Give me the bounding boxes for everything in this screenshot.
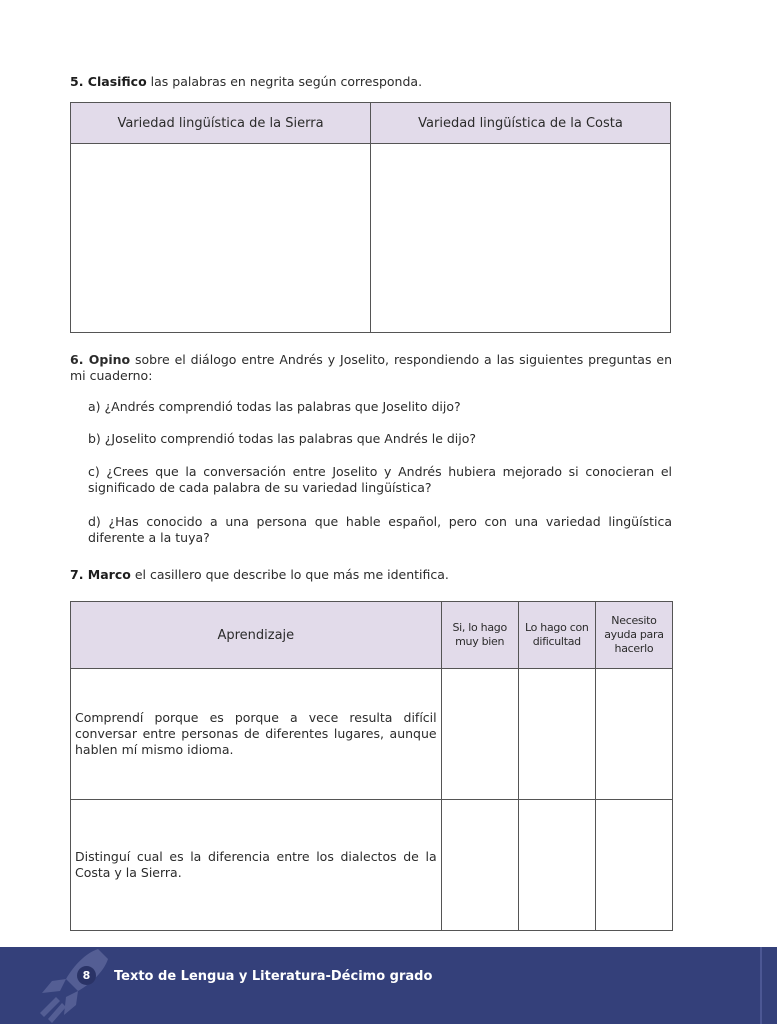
- question-7-title: [70, 566, 449, 583]
- page-footer: [0, 947, 777, 1024]
- lo-hago-con-dificultad-header: Lo hago con dificultad: [518, 602, 595, 669]
- costa-answer-cell[interactable]: [371, 144, 671, 333]
- sierra-column-header: Variedad lingüística de la Sierra: [71, 103, 371, 144]
- question-6-item-a: a) ¿Andrés comprendió todas las palabras que Joselito dijo?: [88, 399, 461, 414]
- question-5-number: 5. Clasifico: [70, 74, 147, 89]
- question-6-title: [70, 352, 672, 384]
- check-cell[interactable]: [518, 669, 595, 800]
- check-cell[interactable]: [441, 800, 518, 931]
- page-number-badge: 8: [77, 966, 96, 985]
- question-6-text: sobre el diálogo entre Andrés y Joselito, respondiendo a las siguientes preguntas en mi cuaderno:: [70, 352, 672, 383]
- question-6-item-b: b) ¿Joselito comprendió todas las palabras que Andrés le dijo?: [88, 431, 477, 446]
- lo-hago-muy-bien-header: Si, lo hago muy bien: [441, 602, 518, 669]
- table-row: [71, 669, 673, 800]
- question-6-item-c: c) ¿Crees que la conversación entre Joselito y Andrés hubiera mejorado si conocieran el significado de cada palabra de su variedad lingüística?: [88, 464, 672, 495]
- question-7-text: el casillero que describe lo que más me identifica.: [130, 567, 449, 582]
- footer-divider: [760, 947, 762, 1024]
- table-row: [71, 800, 673, 931]
- footer-title: Texto de Lengua y Literatura-Décimo grado: [114, 969, 433, 984]
- aprendizaje-row-2: Distinguí cual es la diferencia entre los dialectos de la Costa y la Sierra.: [71, 800, 442, 931]
- check-cell[interactable]: [595, 669, 672, 800]
- question-5-text: las palabras en negrita según corresponda.: [146, 74, 423, 89]
- question-7-number: 7. Marco: [70, 567, 131, 582]
- self-assessment-table: [70, 601, 673, 931]
- check-cell[interactable]: [595, 800, 672, 931]
- necesito-ayuda-header: Necesito ayuda para hacerlo: [595, 602, 672, 669]
- check-cell[interactable]: [441, 669, 518, 800]
- question-6-item-d: d) ¿Has conocido a una persona que hable español, pero con una variedad lingüística diferente a la tuya?: [88, 514, 672, 545]
- check-cell[interactable]: [518, 800, 595, 931]
- costa-column-header: Variedad lingüística de la Costa: [371, 103, 671, 144]
- classification-table: [70, 102, 671, 333]
- aprendizaje-header: Aprendizaje: [71, 602, 442, 669]
- rocket-icon: [34, 947, 114, 1024]
- question-6-number: 6. Opino: [70, 352, 131, 367]
- aprendizaje-row-1: Comprendí porque es porque a vece resulta difícil conversar entre personas de diferentes lugares, aunque hablen mí mismo idioma.: [71, 669, 442, 800]
- question-5-title: [70, 73, 422, 90]
- sierra-answer-cell[interactable]: [71, 144, 371, 333]
